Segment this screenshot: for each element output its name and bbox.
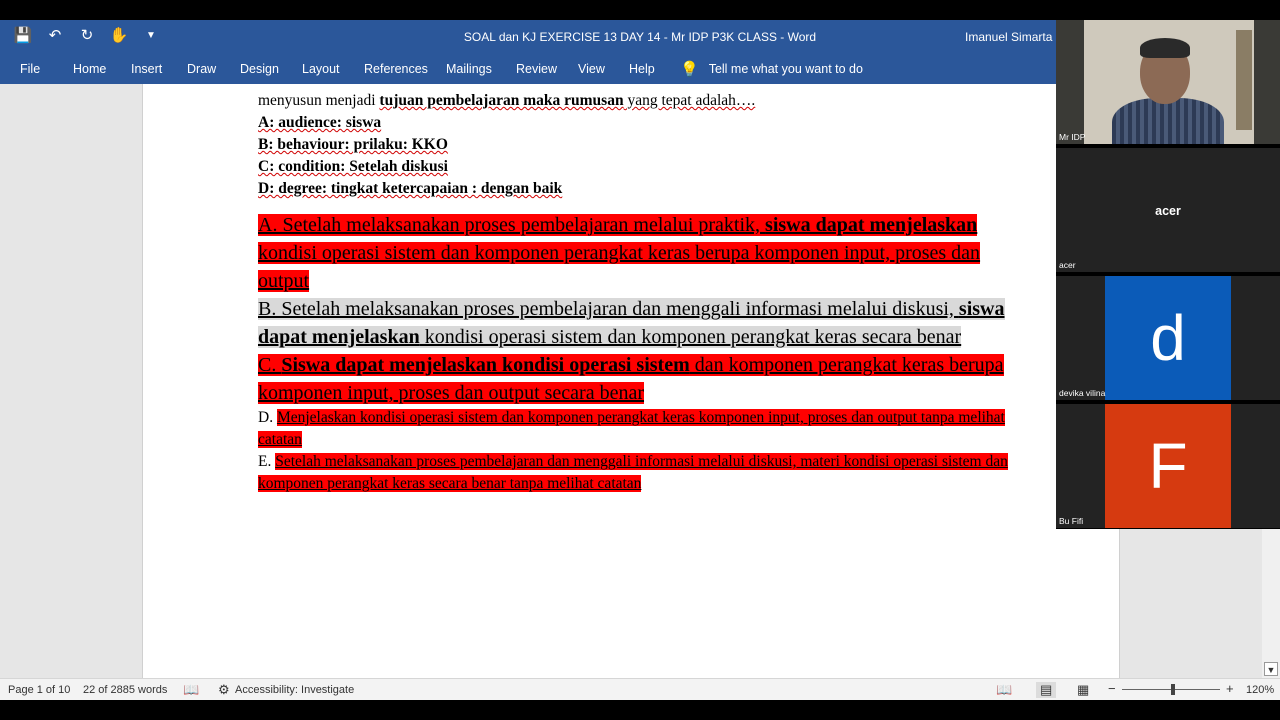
text-run: Setelah melaksanakan proses pembelajaran dan menggali informasi melalui diskusi, materi kondisi operasi sistem dan komponen perangkat keras secara benar tanpa melihat catatan xyxy=(258,453,1008,492)
tab-home[interactable]: Home xyxy=(73,62,107,76)
text-run: E. xyxy=(258,453,276,470)
tab-help[interactable]: Help xyxy=(629,62,655,76)
text-run: Menjelaskan kondisi operasi sistem dan komponen perangkat keras komponen input, proses dan output tanpa melihat catatan xyxy=(258,409,1005,448)
answer-option-e[interactable] xyxy=(258,451,1018,495)
text-run: dan komponen perangkat keras berupa komponen input, proses dan output secara benar xyxy=(258,354,1004,404)
participant-name: acer xyxy=(1059,260,1076,270)
text-run: tujuan pembelajaran maka rumusan xyxy=(379,92,624,109)
print-layout-icon[interactable]: ▤ xyxy=(1036,682,1056,698)
answer-option-a[interactable] xyxy=(258,211,1018,295)
participant-avatar: d xyxy=(1105,276,1231,400)
quick-access-toolbar xyxy=(12,26,162,44)
redo-icon[interactable]: ↻ xyxy=(80,27,94,44)
document-page[interactable] xyxy=(142,84,1120,678)
paragraph-gap xyxy=(258,200,1018,211)
video-person-body xyxy=(1112,98,1224,144)
participant-panel xyxy=(1056,20,1280,529)
tab-insert[interactable]: Insert xyxy=(131,62,163,76)
question-line xyxy=(258,134,1018,156)
accessibility-status[interactable]: Accessibility: Investigate xyxy=(235,684,355,696)
customize-icon[interactable]: ▼ xyxy=(146,29,156,41)
status-bar xyxy=(0,678,1280,700)
participant-name: Mr IDP xyxy=(1059,132,1086,142)
undo-icon[interactable]: ↶ xyxy=(48,27,62,44)
participant-tile-mr-idp[interactable] xyxy=(1056,20,1280,144)
zoom-slider-thumb[interactable] xyxy=(1171,684,1175,695)
text-run: C. xyxy=(258,354,282,376)
tab-mailings[interactable]: Mailings xyxy=(446,62,492,76)
text-run: C: condition: Setelah diskusi xyxy=(258,158,448,175)
tell-me-label: Tell me what you want to do xyxy=(708,62,863,76)
video-person-hair xyxy=(1140,38,1190,58)
participant-tile-bu-fifi[interactable] xyxy=(1056,404,1280,528)
participant-avatar: F xyxy=(1105,404,1231,528)
zoom-out-icon[interactable]: − xyxy=(1108,681,1116,696)
participant-display-name: acer xyxy=(1155,204,1181,218)
text-run: Siswa dapat menjelaskan kondisi operasi sistem xyxy=(281,354,690,376)
save-icon[interactable]: 💾 xyxy=(13,27,33,44)
participant-name: Bu Fifi xyxy=(1059,516,1084,526)
zoom-in-icon[interactable]: + xyxy=(1226,681,1234,696)
page-count[interactable]: Page 1 of 10 xyxy=(8,684,71,696)
scroll-down-icon[interactable]: ▼ xyxy=(1264,662,1278,676)
tab-view[interactable]: View xyxy=(578,62,605,76)
touch-mode-icon[interactable]: ✋ xyxy=(109,27,129,44)
text-run: menyusun menjadi xyxy=(258,92,380,109)
web-layout-icon[interactable]: ▦ xyxy=(1077,682,1090,697)
text-run: kondisi operasi sistem dan komponen perangkat keras secara benar xyxy=(419,326,962,348)
text-run: B: behaviour: prilaku: KKO xyxy=(258,136,448,153)
tab-layout[interactable]: Layout xyxy=(302,62,340,76)
question-line xyxy=(258,156,1018,178)
text-run: D. xyxy=(258,409,277,426)
question-line xyxy=(258,112,1018,134)
tab-design[interactable]: Design xyxy=(240,62,279,76)
word-count[interactable]: 22 of 2885 words xyxy=(83,684,168,696)
tab-review[interactable]: Review xyxy=(516,62,557,76)
participant-tile-acer[interactable] xyxy=(1056,148,1280,272)
text-run: siswa dapat menjelaskan xyxy=(258,298,1005,348)
accessibility-icon: ⚙ xyxy=(218,682,230,697)
answer-option-c[interactable] xyxy=(258,351,1018,407)
tab-references[interactable]: References xyxy=(364,62,428,76)
proofing-icon[interactable]: 📖 xyxy=(183,682,200,697)
text-run: kondisi operasi sistem dan komponen perangkat keras berupa komponen input, proses dan output xyxy=(258,242,981,292)
text-run: siswa dapat menjelaskan xyxy=(765,214,978,236)
tell-me-search[interactable] xyxy=(680,60,863,78)
top-black-bar xyxy=(0,0,1280,20)
read-mode-icon[interactable]: 📖 xyxy=(996,682,1013,697)
account-name[interactable]: Imanuel Simarta xyxy=(965,30,1053,44)
text-run: B. Setelah melaksanakan proses pembelajaran dan menggali informasi melalui diskusi, xyxy=(258,298,959,320)
answer-option-b[interactable] xyxy=(258,295,1018,351)
text-run: A: audience: siswa xyxy=(258,114,382,131)
tab-file[interactable]: File xyxy=(20,62,41,76)
question-line xyxy=(258,90,1018,112)
document-title: SOAL dan KJ EXERCISE 13 DAY 14 - Mr IDP P3K CLASS - Word xyxy=(463,30,817,44)
tab-draw[interactable]: Draw xyxy=(187,62,217,76)
video-shelf xyxy=(1236,30,1252,130)
participant-name: devika vilina xyxy=(1059,388,1106,398)
bottom-black-bar xyxy=(0,700,1280,720)
participant-tile-devika[interactable] xyxy=(1056,276,1280,400)
document-body[interactable] xyxy=(258,90,1018,495)
zoom-level[interactable]: 120% xyxy=(1246,684,1275,696)
text-run: D: degree: tingkat ketercapaian : dengan baik xyxy=(258,180,563,197)
text-run: yang tepat adalah…. xyxy=(623,92,756,109)
text-run: A. Setelah melaksanakan proses pembelajaran melalui praktik, xyxy=(258,214,766,236)
answer-option-d[interactable] xyxy=(258,407,1018,451)
lightbulb-icon: 💡 xyxy=(680,61,699,78)
question-line xyxy=(258,178,1018,200)
